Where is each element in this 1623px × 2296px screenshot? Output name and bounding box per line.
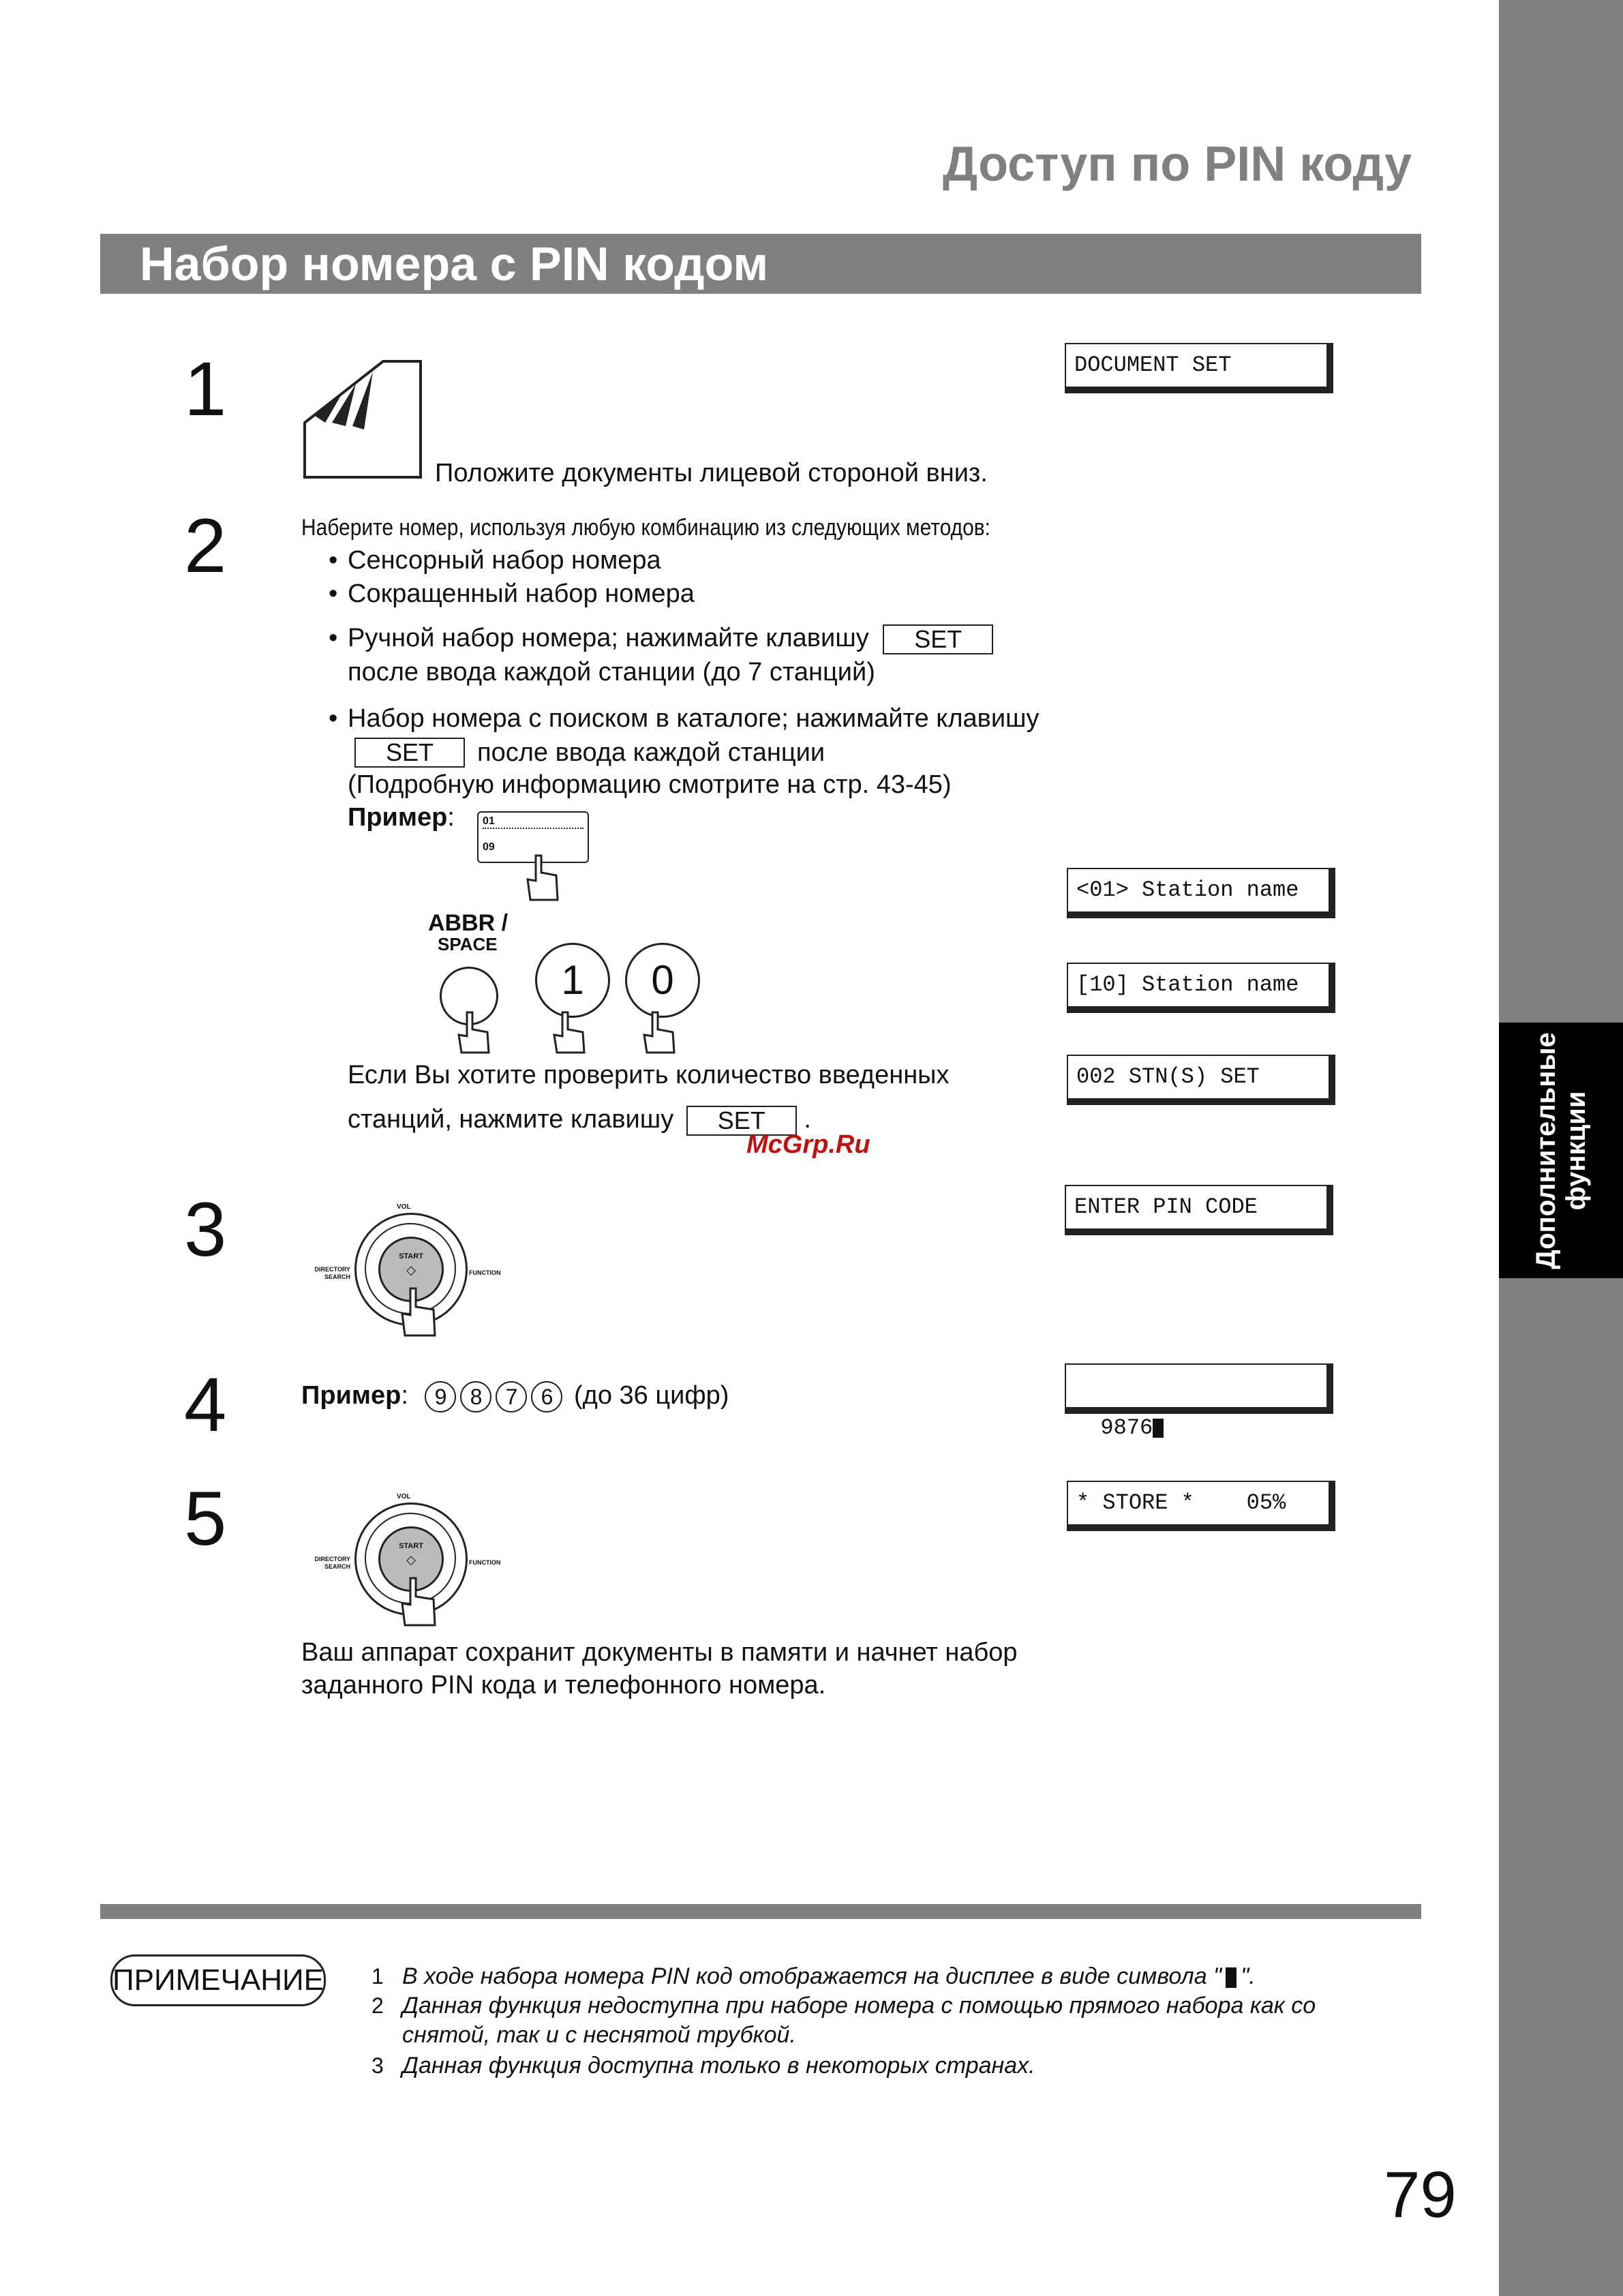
step-4-example: [301, 1379, 729, 1413]
bullet-3: •: [329, 624, 338, 652]
check-count-text-2: станций, нажмите клавишу: [348, 1105, 674, 1134]
method-manual: [348, 622, 993, 654]
step-5-text-2: заданного PIN кода и телефонного номера.: [301, 1671, 826, 1700]
bullet-1: •: [329, 546, 338, 575]
lcd-store-progress: * STORE * 05%: [1067, 1481, 1335, 1531]
digit-8-key[interactable]: 8: [460, 1381, 491, 1413]
set-key[interactable]: SET: [686, 1106, 797, 1136]
start-icon: ◇: [406, 1553, 416, 1567]
lcd-pin-value: 9876: [1100, 1415, 1153, 1440]
step-5-number: 5: [184, 1476, 227, 1561]
digit-0-key[interactable]: 0: [625, 943, 700, 1018]
finger-icon: [639, 1009, 680, 1057]
panel-dots: [483, 828, 583, 829]
note-3-number: 3: [371, 2053, 384, 2078]
cursor-block: [1153, 1419, 1164, 1438]
check-count-period: .: [804, 1105, 811, 1134]
example-colon: :: [401, 1381, 408, 1410]
space-label: SPACE: [438, 934, 498, 954]
start-control-pad[interactable]: [300, 1493, 518, 1629]
example-colon: :: [447, 803, 455, 832]
method-one-touch: Сенсорный набор номера: [348, 546, 661, 575]
reference-note: (Подробную информацию смотрите на стр. 43-45): [348, 770, 952, 799]
note-1-end: ".: [1241, 1963, 1256, 1989]
page-number: 79: [1384, 2158, 1457, 2231]
panel-label-01: 01: [483, 815, 495, 827]
directory-search-label: [303, 1556, 350, 1571]
directory-label: DIRECTORY: [314, 1556, 350, 1562]
digit-1-key[interactable]: 1: [535, 943, 610, 1018]
finger-icon: [395, 1285, 443, 1340]
page-title: Набор номера с PIN кодом: [140, 237, 769, 290]
step-1-text: Положите документы лицевой стороной вниз.: [435, 459, 988, 487]
lcd-document-set: DOCUMENT SET: [1065, 343, 1333, 393]
lcd-stations-set: 002 STN(S) SET: [1067, 1055, 1335, 1105]
function-label: FUNCTION: [469, 1559, 501, 1566]
example-line: [348, 801, 455, 834]
panel-label-09: 09: [483, 841, 495, 853]
method-manual-note: после ввода каждой станции (до 7 станций): [348, 658, 875, 686]
note-1-number: 1: [371, 1964, 384, 1989]
note-1-text: В ходе набора номера PIN код отображается на дисплее в виде символа ": [402, 1963, 1222, 1989]
set-key[interactable]: SET: [883, 624, 993, 654]
abbr-label: ABBR /: [428, 910, 509, 936]
section-title: Доступ по PIN коду: [942, 137, 1412, 192]
step-5-text-1: Ваш аппарат сохранит документы в памяти и начнет набор: [301, 1638, 1018, 1667]
chapter-tab-label: Дополнительные функции: [1531, 1032, 1591, 1269]
search-label: SEARCH: [324, 1563, 350, 1570]
lcd-enter-pin: ENTER PIN CODE: [1065, 1185, 1333, 1235]
method-manual-label: Ручной набор номера; нажимайте клавишу: [348, 624, 869, 652]
step-2-intro: Наберите номер, используя любую комбинацию из следующих методов:: [301, 515, 990, 541]
step-3-number: 3: [184, 1187, 227, 1272]
step-1-number: 1: [184, 346, 227, 432]
digit-7-key[interactable]: 7: [496, 1381, 527, 1413]
check-count-line2: [348, 1103, 811, 1136]
method-directory-note: после ввода каждой станции: [477, 738, 825, 767]
digit-6-key[interactable]: 6: [531, 1381, 562, 1413]
finger-icon: [395, 1575, 443, 1629]
example-label: Пример: [301, 1381, 401, 1410]
note-1: [402, 1961, 1256, 1991]
start-control-pad[interactable]: [300, 1203, 518, 1340]
vol-label: VOL: [397, 1203, 411, 1211]
directory-label: DIRECTORY: [314, 1266, 350, 1273]
check-count-text: Если Вы хотите проверить количество введенных: [348, 1061, 950, 1089]
note-3-text: Данная функция доступна только в некоторых странах.: [402, 2053, 1035, 2079]
note-2-number: 2: [371, 1993, 384, 2018]
start-label: START: [399, 1542, 423, 1550]
pin-mask-symbol: [1226, 1967, 1237, 1988]
lcd-station-01: <01> Station name: [1067, 868, 1335, 918]
method-abbreviated: Сокращенный набор номера: [348, 579, 695, 608]
vol-label: VOL: [397, 1493, 411, 1500]
divider: [100, 1904, 1421, 1919]
start-label: START: [399, 1252, 423, 1260]
set-key[interactable]: SET: [354, 738, 465, 768]
lcd-station-10: [10] Station name: [1067, 963, 1335, 1013]
search-label: SEARCH: [324, 1273, 350, 1280]
start-icon: ◇: [406, 1263, 416, 1277]
directory-search-label: [303, 1266, 350, 1281]
function-label: FUNCTION: [469, 1269, 501, 1276]
finger-icon: [549, 1009, 590, 1057]
method-directory: Набор номера с поиском в каталоге; нажимайте клавишу: [348, 704, 1040, 733]
bullet-2: •: [329, 579, 338, 608]
step-4-number: 4: [184, 1362, 227, 1447]
finger-icon: [522, 852, 563, 907]
bullet-4: •: [329, 704, 338, 733]
example-label: Пример: [348, 803, 448, 832]
lcd-pin-entry: [1065, 1363, 1333, 1440]
digits-limit: (до 36 цифр): [574, 1381, 729, 1410]
document-icon: [301, 358, 425, 481]
finger-icon: [453, 1009, 494, 1057]
title-bar: [100, 234, 1421, 294]
note-2-text-cont: снятой, так и с неснятой трубкой.: [402, 2022, 796, 2048]
step-2-number: 2: [184, 503, 227, 588]
digit-9-key[interactable]: 9: [425, 1381, 456, 1413]
note-2-text: Данная функция недоступна при наборе номера с помощью прямого набора как со: [402, 1993, 1316, 2019]
note-label: ПРИМЕЧАНИЕ: [110, 1954, 326, 2006]
watermark: McGrp.Ru: [746, 1130, 870, 1159]
